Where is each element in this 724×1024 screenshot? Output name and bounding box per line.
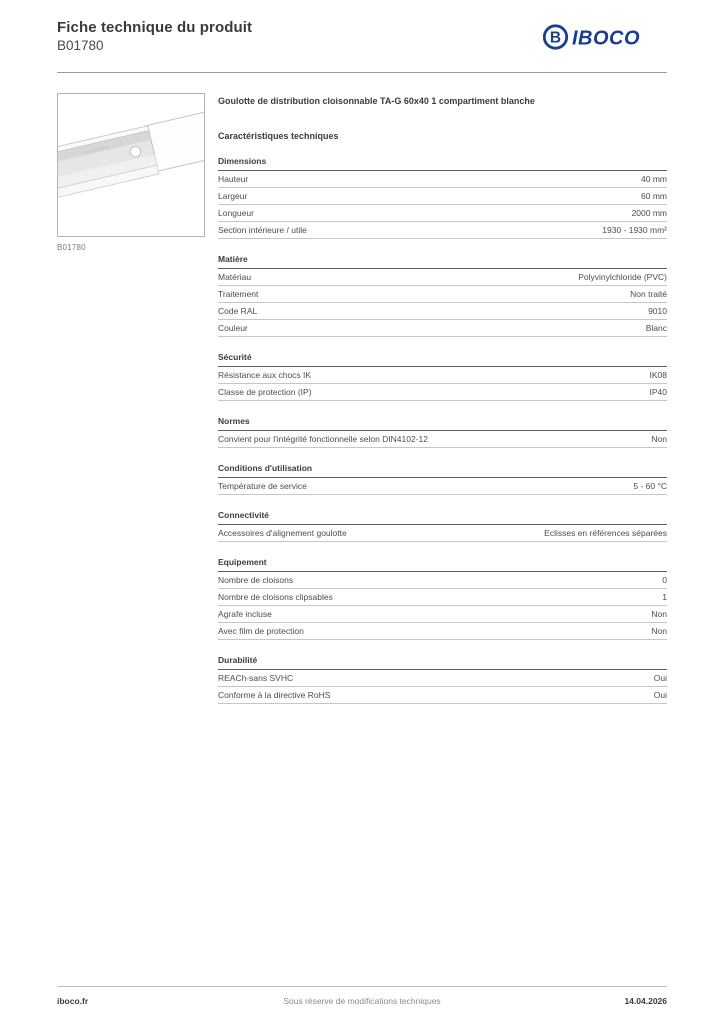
spec-row [218, 286, 667, 303]
spec-row [218, 525, 667, 542]
spec-row [218, 478, 667, 495]
spec-row-value: Oui [653, 690, 667, 700]
spec-row-value: IP40 [649, 387, 667, 397]
footer-disclaimer: Sous réserve de modifications techniques [283, 996, 441, 1006]
spec-row-label: Température de service [218, 481, 307, 491]
spec-row-label: Avec film de protection [218, 626, 304, 636]
spec-section-title: Conditions d'utilisation [218, 463, 667, 478]
page-title: Fiche technique du produit [57, 19, 253, 36]
product-code: B01780 [57, 38, 104, 53]
main-content [57, 93, 667, 704]
spec-row-label: Largeur [218, 191, 248, 201]
spec-row [218, 303, 667, 320]
spec-section [218, 352, 667, 401]
spec-section-title: Normes [218, 416, 667, 431]
spec-row-label: Convient pour l'intégrité fonctionnelle selon DIN4102-12 [218, 434, 429, 444]
spec-row-label: Nombre de cloisons clipsables [218, 592, 333, 602]
spec-row-label: Classe de protection (IP) [218, 387, 312, 397]
spec-row [218, 205, 667, 222]
logo-b-icon: B [549, 29, 562, 47]
header-titles [57, 19, 252, 53]
spec-row-value: Eclisses en références séparées [544, 528, 667, 538]
header-divider [57, 72, 667, 73]
spec-row-label: Matériau [218, 272, 252, 282]
spec-section [218, 254, 667, 337]
logo-wordmark: IBOCO [572, 27, 641, 50]
spec-section [218, 463, 667, 495]
header [57, 19, 667, 58]
iboco-logo [541, 21, 667, 58]
spec-row-value: Oui [653, 673, 667, 683]
spec-row-value: Blanc [645, 323, 667, 333]
spec-row [218, 367, 667, 384]
spec-row-label: Section intérieure / utile [218, 225, 307, 235]
spec-row-label: Code RAL [218, 306, 258, 316]
footer [57, 986, 667, 1006]
spec-row [218, 606, 667, 623]
spec-section-title: Sécurité [218, 352, 667, 367]
spec-row-label: Conforme à la directive RoHS [218, 690, 331, 700]
footer-date: 14.04.2026 [624, 996, 667, 1006]
spec-section-title: Equipement [218, 557, 667, 572]
spec-row [218, 384, 667, 401]
spec-row-value: Non [651, 434, 667, 444]
spec-row-label: Accessoires d'alignement goulotte [218, 528, 347, 538]
spec-row-label: Couleur [218, 323, 248, 333]
spec-row-value: Non [651, 609, 667, 619]
spec-section [218, 510, 667, 542]
spec-row-value: 1 [662, 592, 667, 602]
spec-row [218, 623, 667, 640]
spec-section [218, 655, 667, 704]
product-image-caption: B01780 [57, 243, 86, 252]
trunking-illustration-icon [58, 94, 204, 236]
spec-row [218, 171, 667, 188]
product-image-column [57, 93, 205, 704]
spec-column [218, 93, 667, 704]
spec-row [218, 188, 667, 205]
characteristics-heading: Caractéristiques techniques [218, 131, 339, 141]
spec-section-title: Dimensions [218, 156, 667, 171]
footer-website: iboco.fr [57, 996, 89, 1006]
spec-row-label: Résistance aux chocs IK [218, 370, 312, 380]
spec-row-value: 5 - 60 °C [633, 481, 667, 491]
spec-row [218, 589, 667, 606]
spec-row-label: Traitement [218, 289, 259, 299]
spec-row [218, 320, 667, 337]
spec-row [218, 687, 667, 704]
spec-row-value: 9010 [648, 306, 667, 316]
spec-section [218, 156, 667, 239]
spec-row-label: Longueur [218, 208, 254, 218]
spec-row [218, 269, 667, 286]
spec-row-value: Non [651, 626, 667, 636]
spec-row-value: 1930 - 1930 mm² [602, 225, 667, 235]
spec-section-title: Durabilité [218, 655, 667, 670]
spec-row [218, 222, 667, 239]
spec-row [218, 431, 667, 448]
spec-section [218, 557, 667, 640]
spec-section [218, 416, 667, 448]
spec-row-value: 0 [662, 575, 667, 585]
spec-row-label: REACh-sans SVHC [218, 673, 294, 683]
spec-row-value: 40 mm [641, 174, 667, 184]
spec-row-value: 2000 mm [631, 208, 667, 218]
spec-row-value: 60 mm [641, 191, 667, 201]
product-image [57, 93, 205, 237]
spec-row-label: Agrafe incluse [218, 609, 272, 619]
iboco-logo-graphic [541, 21, 667, 53]
spec-row [218, 572, 667, 589]
spec-row-value: Polyvinylchloride (PVC) [578, 272, 667, 282]
spec-row-label: Hauteur [218, 174, 249, 184]
spec-row-value: IK08 [649, 370, 667, 380]
product-title: Goulotte de distribution cloisonnable TA-G 60x40 1 compartiment blanche [218, 96, 535, 106]
spec-section-title: Matière [218, 254, 667, 269]
spec-row-value: Non traité [630, 289, 667, 299]
spec-section-title: Connectivité [218, 510, 667, 525]
spec-row [218, 670, 667, 687]
spec-row-label: Nombre de cloisons [218, 575, 294, 585]
spec-sections [218, 156, 667, 704]
